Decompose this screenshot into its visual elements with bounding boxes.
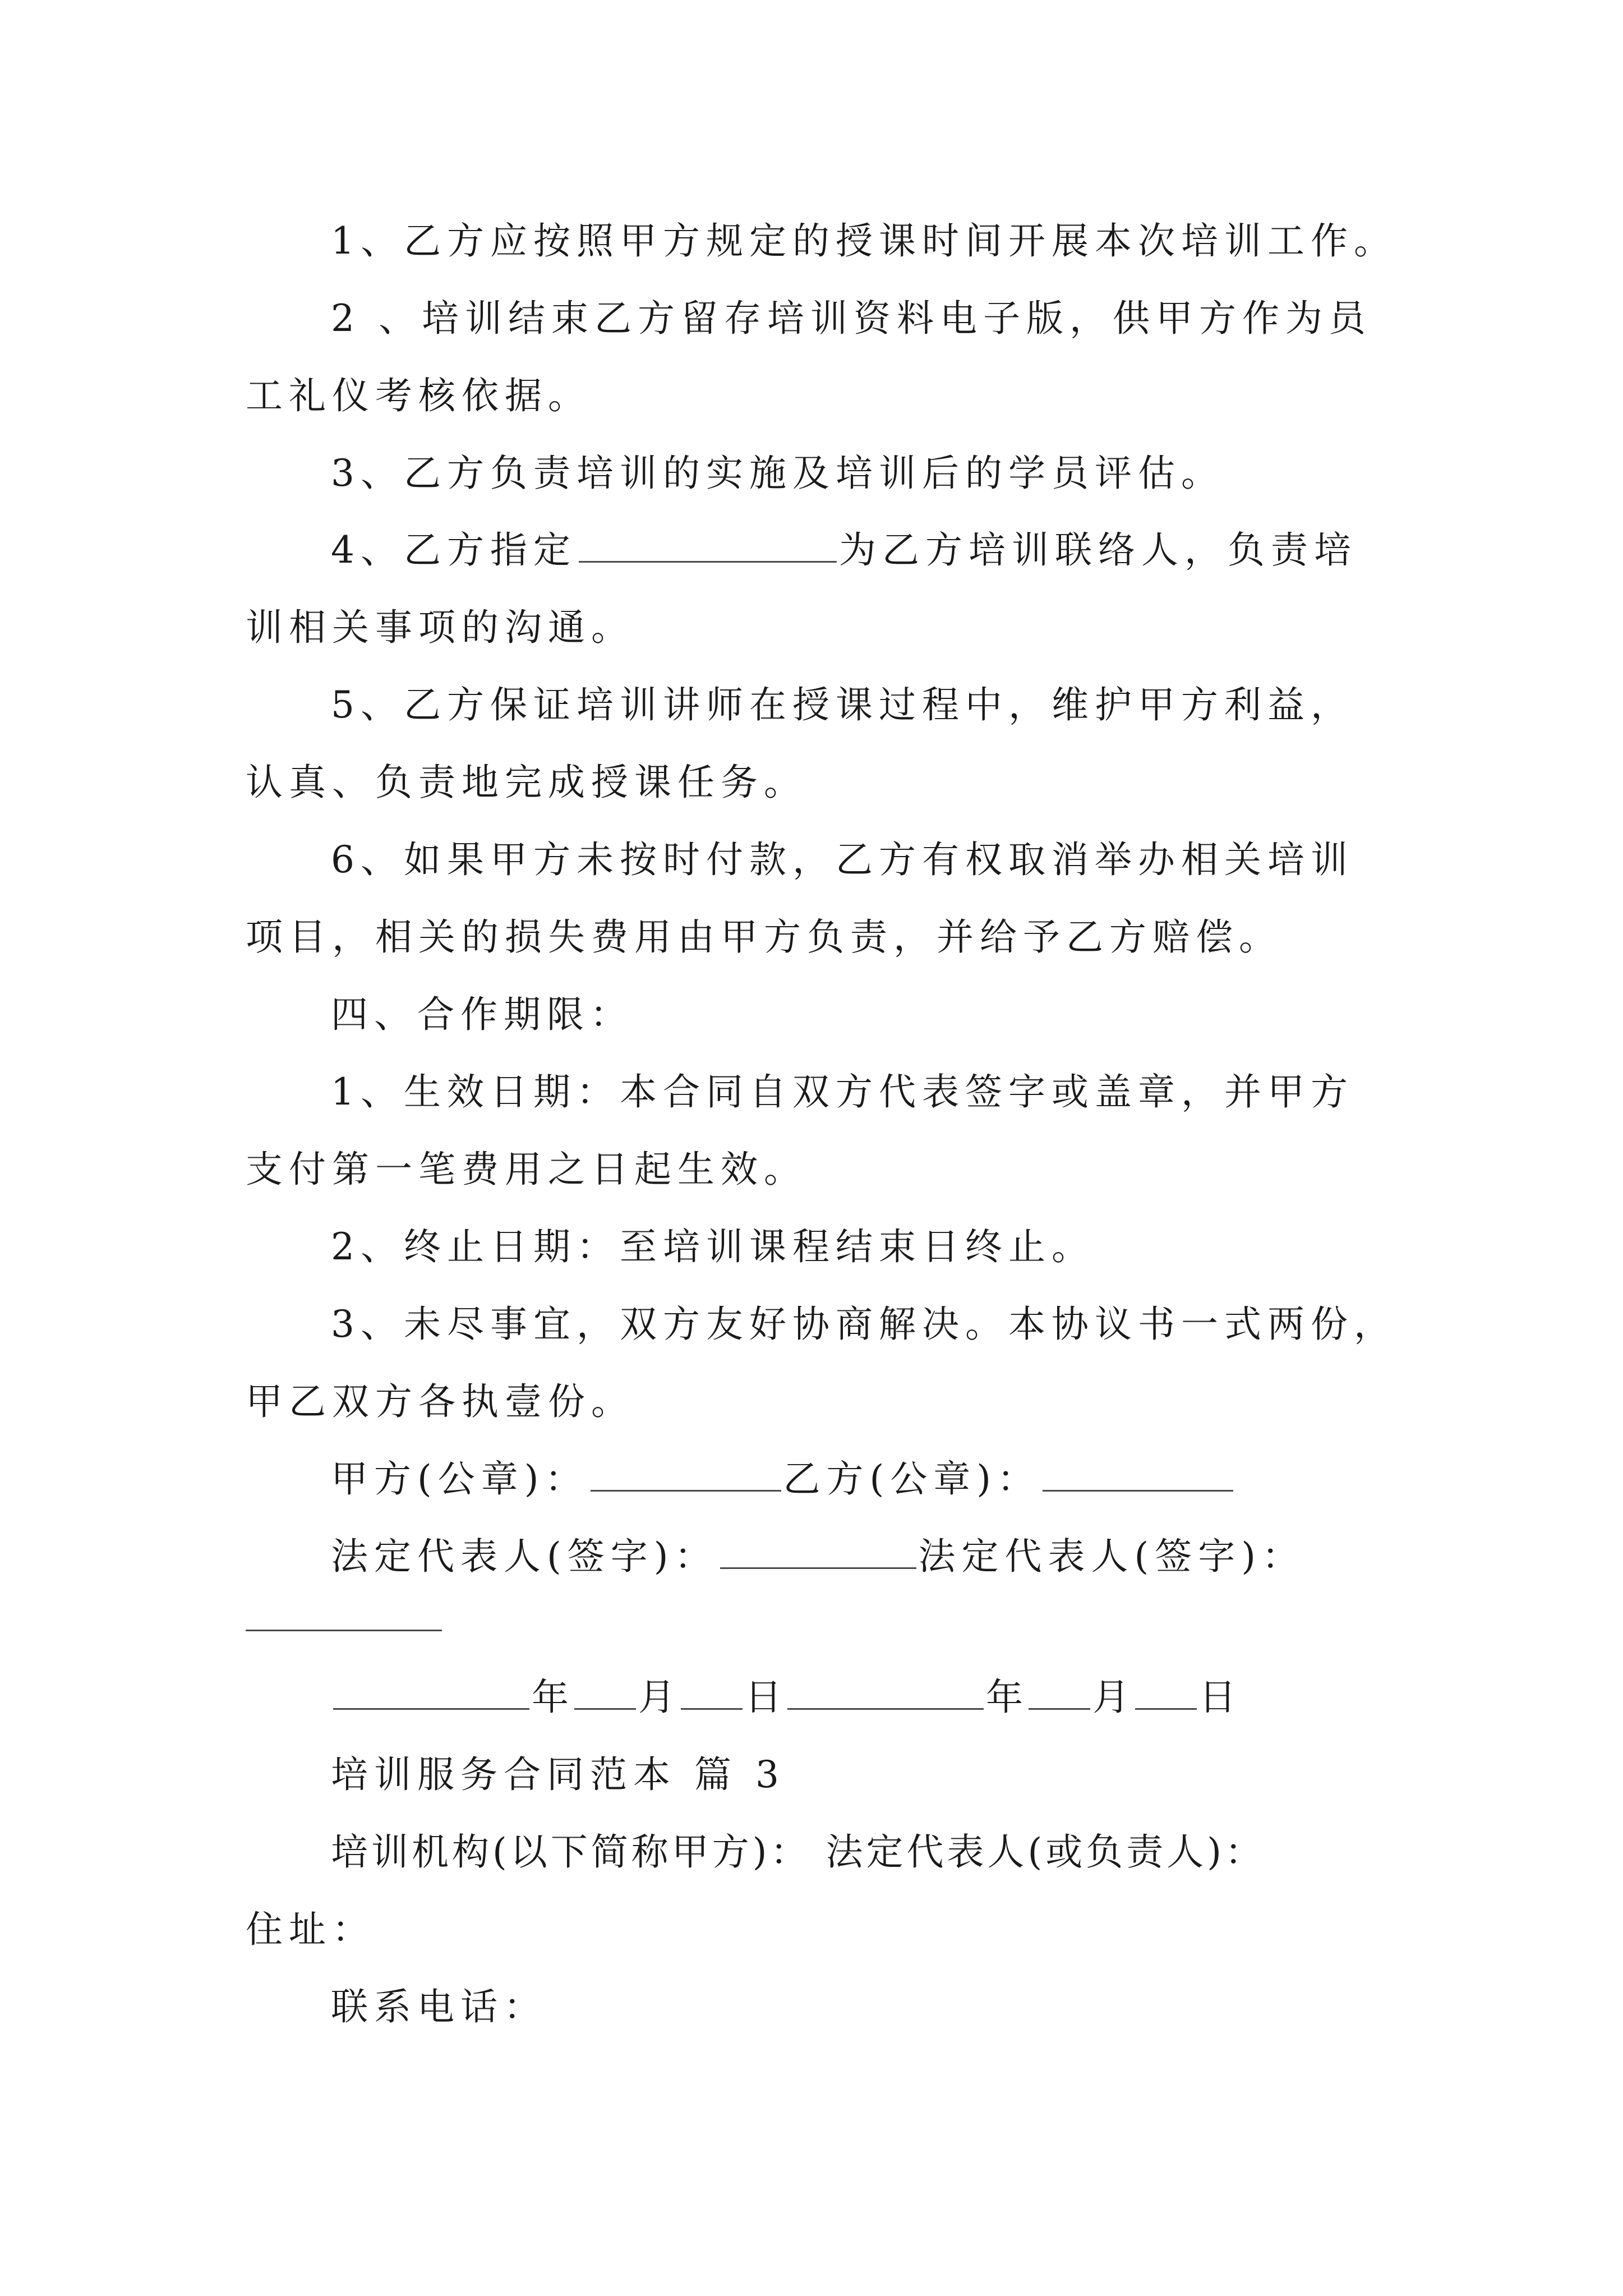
training-institution-line: 培训机构(以下简称甲方)： 法定代表人(或负责人)： bbox=[331, 1830, 1265, 1874]
clause-b4-cont: 训相关事项的沟通。 bbox=[246, 606, 634, 649]
month-a-blank bbox=[574, 1673, 636, 1710]
seal-line bbox=[331, 1454, 1235, 1504]
day-a-blank bbox=[681, 1673, 743, 1710]
clause-c1-cont: 支付第一笔费用之日起生效。 bbox=[246, 1148, 807, 1191]
clause-b6-cont: 项目，相关的损失费用由甲方负责，并给予乙方赔偿。 bbox=[246, 915, 1282, 959]
party-a-seal-blank bbox=[591, 1455, 781, 1492]
month-b-label: 月 bbox=[1092, 1676, 1133, 1719]
day-b-blank bbox=[1135, 1673, 1197, 1710]
rep-a-blank bbox=[720, 1533, 916, 1569]
section-heading-term: 四、合作期限： bbox=[331, 993, 633, 1036]
clause-b5-cont: 认真、负责地完成授课任务。 bbox=[246, 761, 807, 804]
clause-b5: 5、乙方保证培训讲师在授课过程中，维护甲方利益， bbox=[331, 683, 1354, 726]
clause-b4-tail: 为乙方培训联络人，负责培 bbox=[839, 528, 1357, 572]
clause-b4-lead: 4、乙方指定 bbox=[331, 528, 577, 572]
day-a-label: 日 bbox=[745, 1676, 785, 1719]
clause-b4 bbox=[331, 525, 1357, 576]
rep-a-label: 法定代表人(签字)： bbox=[331, 1535, 718, 1578]
day-b-label: 日 bbox=[1199, 1676, 1239, 1719]
clause-b3: 3、乙方负责培训的实施及培训后的学员评估。 bbox=[331, 452, 1224, 495]
phone-line: 联系电话： bbox=[331, 1985, 547, 2028]
clause-c1: 1、生效日期：本合同自双方代表签字或盖章，并甲方 bbox=[331, 1070, 1354, 1114]
clause-b2-cont: 工礼仪考核依据。 bbox=[246, 374, 591, 417]
clause-b2: 2 、培训结束乙方留存培训资料电子版，供甲方作为员 bbox=[331, 297, 1372, 340]
month-b-blank bbox=[1029, 1673, 1090, 1710]
clause-c2: 2、终止日期：至培训课程结束日终止。 bbox=[331, 1225, 1095, 1268]
party-a-seal-label: 甲方(公章)： bbox=[331, 1457, 588, 1501]
party-b-seal-blank bbox=[1043, 1455, 1233, 1492]
representative-line bbox=[331, 1531, 1305, 1582]
clause-c3: 3、未尽事宜，双方友好协商解决。本协议书一式两份， bbox=[331, 1303, 1397, 1346]
address-line: 住址： bbox=[246, 1908, 375, 1951]
rep-b-label: 法定代表人(签字)： bbox=[918, 1535, 1305, 1578]
clause-c3-cont: 甲乙双方各执壹份。 bbox=[246, 1380, 634, 1423]
rep-b-blank bbox=[246, 1630, 442, 1631]
section-heading-part3: 培训服务合同范本 篇 3 bbox=[331, 1753, 785, 1796]
year-a-label: 年 bbox=[532, 1676, 572, 1719]
contact-person-blank bbox=[579, 526, 837, 563]
clause-b6: 6、如果甲方未按时付款，乙方有权取消举办相关培训 bbox=[331, 838, 1354, 881]
year-b-blank bbox=[787, 1673, 984, 1710]
year-a-blank bbox=[333, 1673, 529, 1710]
month-a-label: 月 bbox=[638, 1676, 679, 1719]
date-line bbox=[331, 1672, 1239, 1723]
year-b-label: 年 bbox=[986, 1676, 1026, 1719]
clause-b1: 1、乙方应按照甲方规定的授课时间开展本次培训工作。 bbox=[331, 219, 1397, 263]
party-b-seal-label: 乙方(公章)： bbox=[783, 1457, 1040, 1501]
